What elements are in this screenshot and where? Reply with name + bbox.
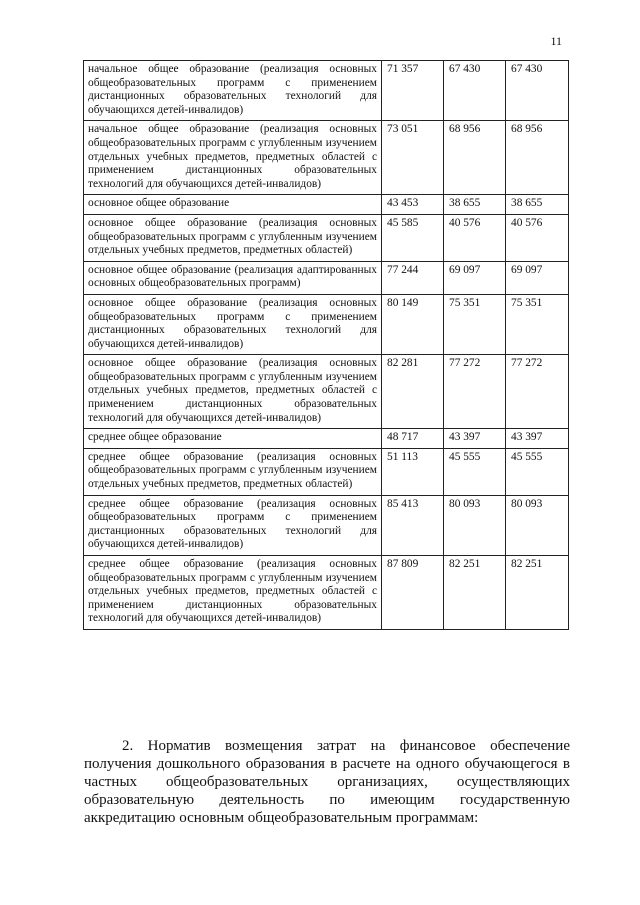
row-description: основное общее образование [84, 195, 382, 215]
table-row [84, 214, 569, 261]
row-value-3: 43 397 [506, 429, 569, 449]
row-value-3: 69 097 [506, 261, 569, 294]
table-row [84, 195, 569, 215]
row-description: основное общее образование (реализация основных общеобразовательных программ с применением дистанционных образовательных технологий для обучающихся детей-инвалидов) [84, 294, 382, 354]
row-value-2: 67 430 [444, 61, 506, 121]
table-row [84, 121, 569, 195]
row-description: среднее общее образование [84, 429, 382, 449]
row-value-1: 48 717 [382, 429, 444, 449]
row-value-2: 69 097 [444, 261, 506, 294]
row-value-2: 45 555 [444, 448, 506, 495]
row-value-2: 75 351 [444, 294, 506, 354]
table-row [84, 495, 569, 555]
row-value-2: 43 397 [444, 429, 506, 449]
table-row [84, 61, 569, 121]
row-value-1: 51 113 [382, 448, 444, 495]
row-value-3: 82 251 [506, 556, 569, 630]
row-value-1: 85 413 [382, 495, 444, 555]
row-value-3: 45 555 [506, 448, 569, 495]
row-description: основное общее образование (реализация адаптированных основных общеобразовательных программ) [84, 261, 382, 294]
row-description: начальное общее образование (реализация основных общеобразовательных программ с углубленным изучением отдельных учебных предметов, предметных областей с применением дистанционных образовательных технологий для обучающихся детей-инвалидов) [84, 121, 382, 195]
row-value-3: 75 351 [506, 294, 569, 354]
row-description: основное общее образование (реализация основных общеобразовательных программ с углубленным изучением отдельных учебных предметов, предметных областей) [84, 214, 382, 261]
table-row [84, 355, 569, 429]
row-value-2: 40 576 [444, 214, 506, 261]
page-number: 11 [550, 34, 562, 48]
row-value-3: 80 093 [506, 495, 569, 555]
row-value-2: 77 272 [444, 355, 506, 429]
row-value-3: 38 655 [506, 195, 569, 215]
normative-table [83, 60, 569, 630]
row-value-2: 38 655 [444, 195, 506, 215]
row-value-2: 80 093 [444, 495, 506, 555]
row-description: среднее общее образование (реализация основных общеобразовательных программ с применением дистанционных образовательных технологий для обучающихся детей-инвалидов) [84, 495, 382, 555]
table-row [84, 448, 569, 495]
row-value-2: 82 251 [444, 556, 506, 630]
row-description: начальное общее образование (реализация основных общеобразовательных программ с применением дистанционных образовательных технологий для обучающихся детей-инвалидов) [84, 61, 382, 121]
body-paragraph: 2. Норматив возмещения затрат на финансовое обеспечение получения дошкольного образования в расчете на одного обучающегося в частных общеобразовательных организациях, осуществляющих образовательную деятельность по имеющим государственную аккредитацию основным общеобразовательным программам: [84, 738, 570, 826]
table-row [84, 294, 569, 354]
row-value-1: 45 585 [382, 214, 444, 261]
row-value-2: 68 956 [444, 121, 506, 195]
row-value-3: 40 576 [506, 214, 569, 261]
table-row [84, 261, 569, 294]
row-description: основное общее образование (реализация основных общеобразовательных программ с углубленным изучением отдельных учебных предметов, предметных областей с применением дистанционных образовательных технологий для обучающихся детей-инвалидов) [84, 355, 382, 429]
row-value-3: 68 956 [506, 121, 569, 195]
row-value-1: 77 244 [382, 261, 444, 294]
row-value-1: 43 453 [382, 195, 444, 215]
row-description: среднее общее образование (реализация основных общеобразовательных программ с углубленным изучением отдельных учебных предметов, предметных областей с применением дистанционных образовательных технологий для обучающихся детей-инвалидов) [84, 556, 382, 630]
table-row [84, 556, 569, 630]
normative-table-body [84, 61, 569, 630]
row-value-1: 73 051 [382, 121, 444, 195]
table-row [84, 429, 569, 449]
row-value-1: 80 149 [382, 294, 444, 354]
row-value-3: 67 430 [506, 61, 569, 121]
row-value-1: 71 357 [382, 61, 444, 121]
row-description: среднее общее образование (реализация основных общеобразовательных программ с углубленным изучением отдельных учебных предметов, предметных областей) [84, 448, 382, 495]
row-value-3: 77 272 [506, 355, 569, 429]
row-value-1: 87 809 [382, 556, 444, 630]
row-value-1: 82 281 [382, 355, 444, 429]
